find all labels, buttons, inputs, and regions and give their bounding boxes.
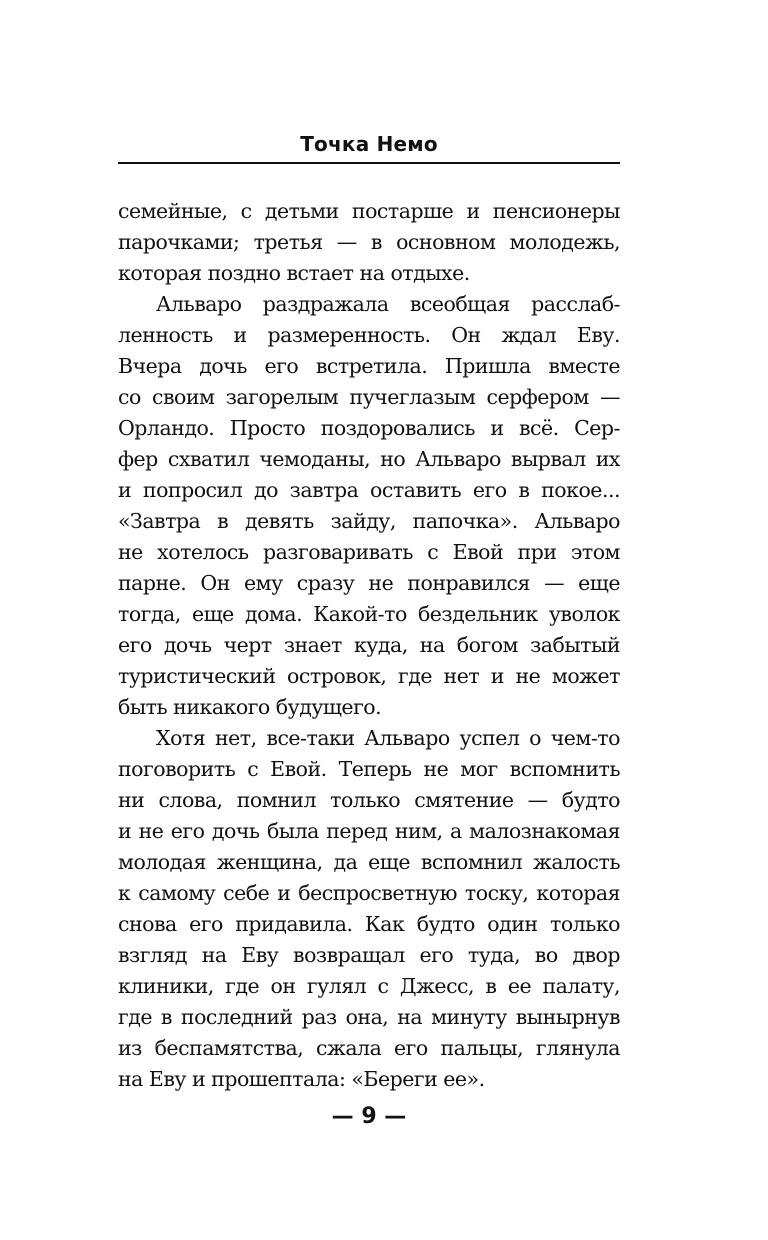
- text-line: ни слова, помнил только смятение — будто: [118, 788, 620, 812]
- text-line: снова его придавила. Как будто один только: [118, 912, 620, 936]
- text-line: взгляд на Еву возвращал его туда, во двор: [118, 943, 620, 967]
- header-divider: [118, 162, 620, 164]
- text-line: молодая женщина, да еще вспомнил жалость: [118, 850, 620, 874]
- text-line: где в последний раз она, на минуту вынырнув: [118, 1005, 620, 1029]
- text-line: и не его дочь была перед ним, а малознакомая: [118, 819, 620, 843]
- text-line: туристический островок, где нет и не может: [118, 664, 620, 688]
- text-line: его дочь черт знает куда, на богом забытый: [118, 633, 620, 657]
- text-line: парне. Он ему сразу не понравился — еще: [118, 571, 620, 595]
- text-line: тогда, еще дома. Какой-то бездельник уволок: [118, 602, 620, 626]
- text-line: на Еву и прошептала: «Береги ее».: [118, 1067, 485, 1091]
- body-text: [118, 196, 620, 1095]
- text-line: со своим загорелым пучеглазым серфером —: [118, 385, 620, 409]
- text-line: к самому себе и беспросветную тоску, которая: [118, 881, 620, 905]
- running-head-title: Точка Немо: [300, 132, 438, 156]
- text-line: не хотелось разговаривать с Евой при этом: [118, 540, 620, 564]
- text-line: быть никакого будущего.: [118, 695, 382, 719]
- text-line: из беспамятства, сжала его пальцы, глянула: [118, 1036, 620, 1060]
- text-line: и попросил до завтра оставить его в покое...: [118, 478, 620, 502]
- text-line: ленность и размеренность. Он ждал Еву.: [118, 323, 620, 347]
- text-line: «Завтра в девять зайду, папочка». Альваро: [118, 509, 620, 533]
- page-number: — 9 —: [331, 1104, 407, 1129]
- text-line: фер схватил чемоданы, но Альваро вырвал их: [118, 447, 620, 471]
- text-line: Альваро раздражала всеобщая расслаб-: [156, 292, 620, 316]
- text-line: семейные, с детьми постарше и пенсионеры: [118, 199, 620, 223]
- text-line: Хотя нет, все-таки Альваро успел о чем-то: [156, 726, 620, 750]
- text-line: клиники, где он гулял с Джесс, в ее палату,: [118, 974, 620, 998]
- text-line: поговорить с Евой. Теперь не мог вспомнить: [118, 757, 620, 781]
- text-line: парочками; третья — в основном молодежь,: [118, 230, 620, 254]
- text-line: Орландо. Просто поздоровались и всё. Сер-: [118, 416, 620, 440]
- text-line: которая поздно встает на отдыхе.: [118, 261, 470, 285]
- text-line: Вчера дочь его встретила. Пришла вместе: [118, 354, 620, 378]
